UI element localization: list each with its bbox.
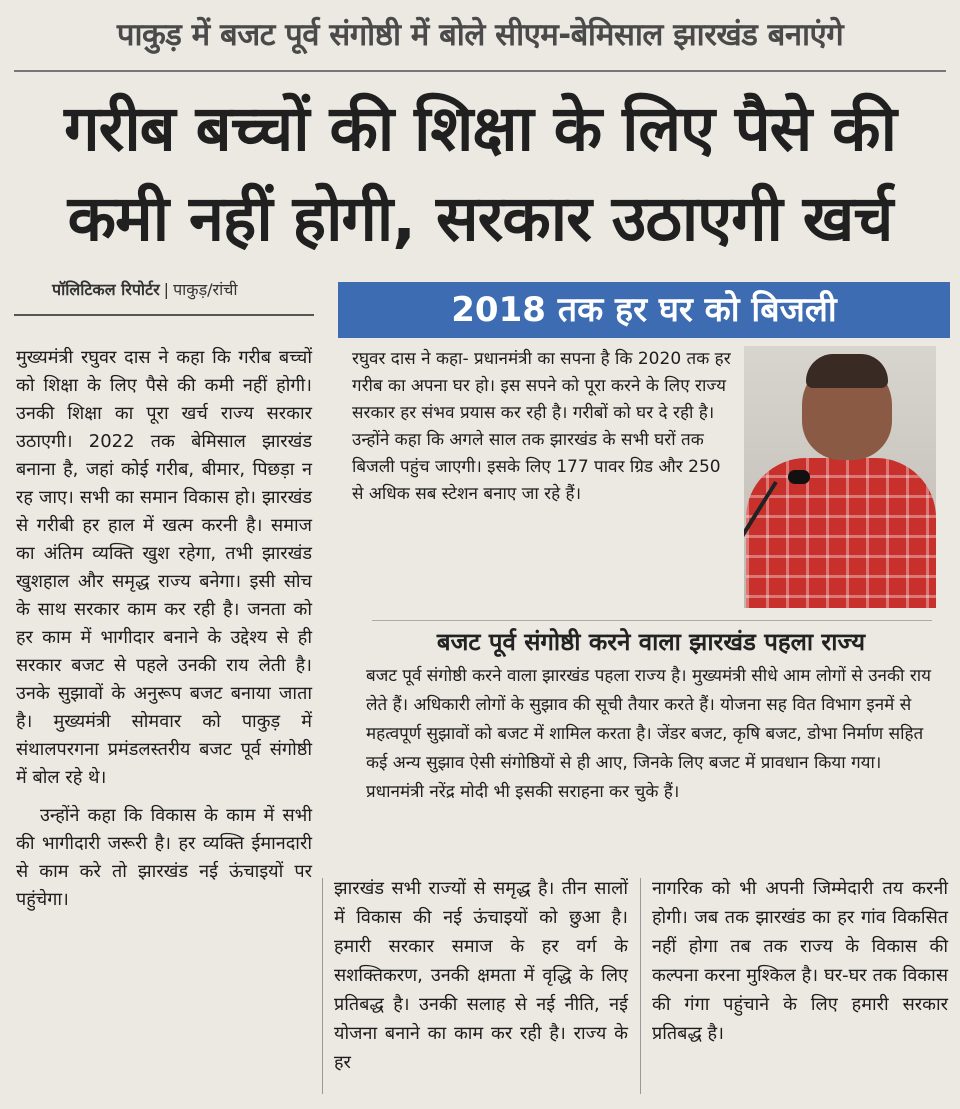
byline-reporter: पॉलिटिकल रिपोर्टर — [52, 280, 160, 299]
byline-divider — [14, 314, 314, 316]
electricity-box-title: 2018 तक हर घर को बिजली — [338, 282, 950, 338]
main-story-paragraph-1: मुख्यमंत्री रघुवर दास ने कहा कि गरीब बच्चों को शिक्षा के लिए पैसे की कमी नहीं होगी। उनकी शिक्षा का पूरा खर्च राज्य सरकार उठाएगी। 2022 तक बेमिसाल झारखंड बनाना है, जहां कोई गरीब, बीमार, पिछड़ा न रह जाए। सभी का समान विकास हो। झारखंड से गरीबी हर हाल में खत्म करनी है। समाज का अंतिम व्यक्ति खुश रहेगा, तभी झारखंड खुशहाल और समृद्ध राज्य बनेगा। इसी सोच के साथ सरकार काम कर रही है। जनता को हर काम में भागीदार बनाने के उद्देश्य से ही सरकार बजट से पहले उनकी राय लेती है। उनके सुझावों के अनुरूप बजट बनाया जाता है। मुख्यमंत्री सोमवार को पाकुड़ में संथालपरगना प्रमंडलस्तरीय बजट पूर्व संगोष्ठी में बोल रहे थे। — [16, 347, 312, 788]
top-divider — [14, 70, 946, 72]
column-divider-2 — [640, 878, 641, 1094]
chief-minister-photo — [744, 346, 936, 608]
main-story-paragraph-2: उन्होंने कहा कि विकास के काम में सभी की भागीदारी जरूरी है। हर व्यक्ति ईमानदारी से काम करे तो झारखंड नई ऊंचाइयों पर पहुंचेगा। — [16, 805, 312, 910]
headline-line-1: गरीब बच्चों की शिक्षा के लिए पैसे की — [64, 92, 896, 165]
microphone-icon — [788, 470, 810, 484]
photo-hair — [806, 354, 888, 388]
byline — [52, 278, 238, 300]
story-column-2: झारखंड सभी राज्यों से समृद्ध है। तीन सालों में विकास की नई ऊंचाइयों को छुआ है। हमारी सरकार समाज के हर वर्ग के सशक्तिकरण, उनकी क्षमता में वृद्धि के लिए प्रतिबद्ध है। उनकी सलाह से नई नीति, नई योजना बनाने का काम कर रही है। राज्य के हर — [334, 878, 628, 1073]
byline-place: पाकुड़/रांची — [173, 280, 238, 299]
column-divider-1 — [322, 878, 323, 1094]
story-column-3: नागरिक को भी अपनी जिम्मेदारी तय करनी होगी। जब तक झारखंड का हर गांव विकसित नहीं होगा तब तक राज्य के विकास की कल्पना करना मुश्किल है। घर-घर तक विकास की गंगा पहुंचाने के लिए हमारी सरकार प्रतिबद्ध है। — [652, 878, 948, 1044]
headline-line-2: कमी नहीं होगी, सरकार उठाएगी खर्च — [67, 182, 893, 255]
electricity-box-text: रघुवर दास ने कहा- प्रधानमंत्री का सपना है कि 2020 तक हर गरीब का अपना घर हो। इस सपने को पूरा करने के लिए राज्य सरकार हर संभव प्रयास कर रही है। गरीबों को घर दे रही है। उन्होंने कहा कि अगले साल तक झारखंड के सभी घरों तक बिजली पहुंच जाएगी। इसके लिए 177 पावर ग्रिड और 250 से अधिक सब स्टेशन बनाए जा रहे हैं। — [352, 349, 731, 504]
kicker-headline: पाकुड़ में बजट पूर्व संगोष्ठी में बोले सीएम-बेमिसाल झारखंड बनाएंगे — [116, 17, 844, 53]
main-headline — [8, 84, 952, 264]
subsection-divider — [372, 620, 932, 621]
budget-box-title: बजट पूर्व संगोष्ठी करने वाला झारखंड पहला राज्य — [436, 628, 866, 656]
byline-separator: | — [163, 280, 170, 299]
main-story-column — [16, 344, 312, 924]
budget-box-text: बजट पूर्व संगोष्ठी करने वाला झारखंड पहला राज्य है। मुख्यमंत्री सीधे आम लोगों से उनकी राय लेते हैं। अधिकारी लोगों के सुझाव की सूची तैयार करते हैं। योजना सह वित विभाग इनमें से महत्वपूर्ण सुझावों को बजट में शामिल करता है। जेंडर बजट, कृषि बजट, डोभा निर्माण सहित कई अन्य सुझाव ऐसी संगोष्ठियों से ही आए, जिनके लिए बजट में प्रावधान किया गया। प्रधानमंत्री नरेंद्र मोदी भी इसकी सराहना कर चुके हैं। — [366, 666, 932, 802]
